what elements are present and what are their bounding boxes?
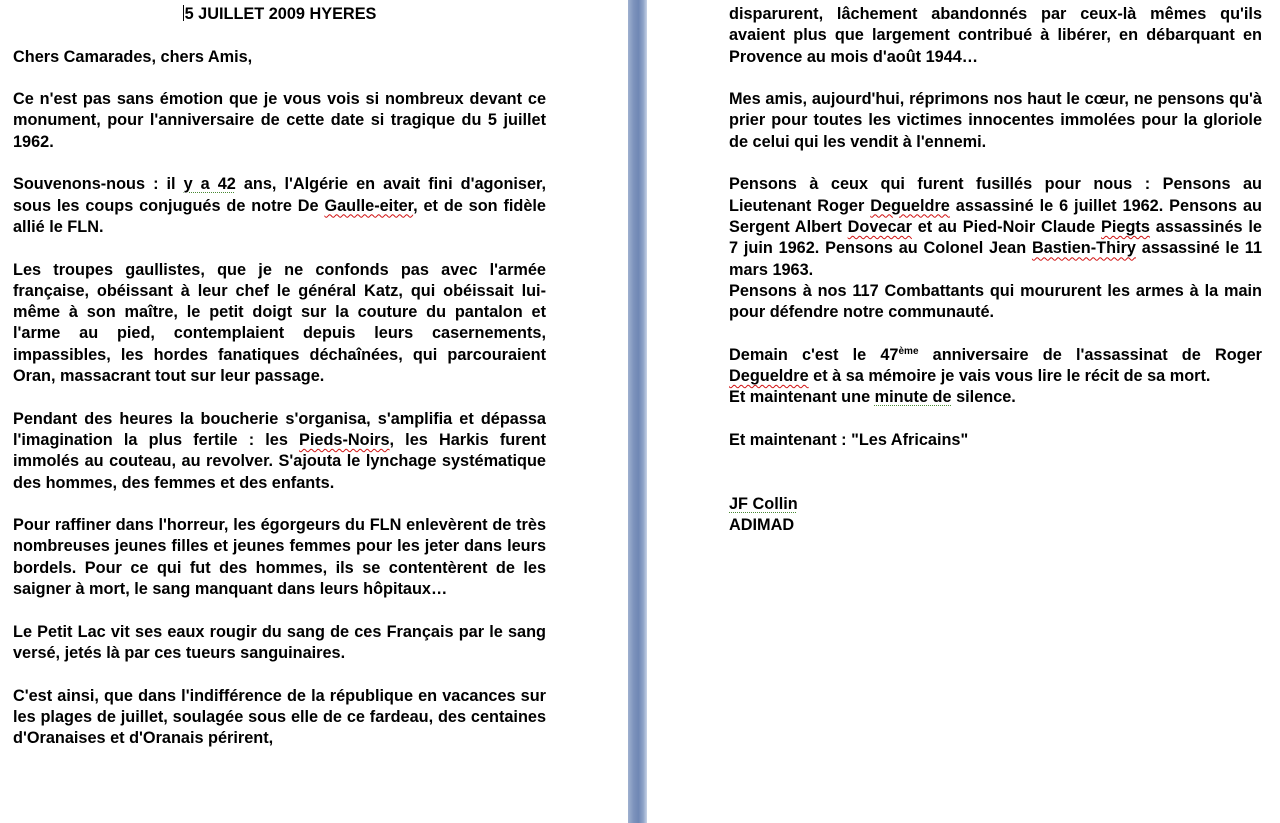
paragraph-troupes: Les troupes gaullistes, que je ne confonds pas avec l'armée française, obéissant à leur chef le général Katz, qui obéissait lui-même à son maître, le petit doigt sur la couture du pantalon et l'arme au pied, contemplaient depuis leurs casernements, impassibles, les hordes fanatiques déchaînées, qui parcouraient Oran, massacrant tout sur leur passage.	[13, 260, 546, 386]
document-title-text: 5 JUILLET 2009 HYERES	[184, 5, 377, 23]
paragraph-boucherie: Pendant des heures la boucherie s'organisa, s'amplifia et dépassa l'imagination la plus fertile : les Pieds-Noirs, les Harkis furent immolés au couteau, au revolver. S'ajouta le lynchage systématique des hommes, des femmes et des enfants.	[13, 409, 546, 492]
signature-org: ADIMAD	[729, 516, 795, 535]
spelling-flag[interactable]: Pieds-Noirs	[299, 430, 390, 449]
spelling-flag[interactable]: Gaulle-eiter	[324, 196, 414, 215]
paragraph-petit-lac: Le Petit Lac vit ses eaux rougir du sang de ces Français par le sang versé, jetés là par ces tueurs sanguinaires.	[13, 622, 546, 662]
right-text-column	[729, 4, 1262, 536]
grammar-flag[interactable]: JF Collin	[729, 494, 798, 513]
signature-name	[729, 494, 1262, 515]
spelling-flag[interactable]: Degueldre	[729, 367, 809, 386]
left-text-column	[13, 4, 546, 771]
paragraph-emotion: Ce n'est pas sans émotion que je vous vois si nombreux devant ce monument, pour l'anniversaire de cette date si tragique du 5 juillet 1962.	[13, 90, 546, 151]
page-gutter	[628, 0, 647, 823]
spacer	[729, 473, 1262, 494]
spelling-flag[interactable]: Dovecar	[847, 217, 912, 236]
paragraph-combattants: Pensons à nos 117 Combattants qui moururent les armes à la main pour défendre notre communauté.	[729, 281, 1262, 322]
paragraph-mes-amis: Mes amis, aujourd'hui, réprimons nos haut le cœur, ne pensons qu'à prier pour toutes les victimes innocentes immolées pour la gloriole de celui qui les vendit à l'ennemi.	[729, 90, 1262, 151]
signature-block	[729, 494, 1262, 537]
spelling-flag[interactable]: Bastien-Thiry	[1031, 239, 1136, 258]
right-page	[647, 0, 1280, 823]
document-title	[13, 4, 546, 25]
paragraph-minute-silence: Et maintenant une minute de silence.	[729, 388, 1016, 407]
superscript-eme: ème	[898, 345, 919, 357]
paragraph-indifference: C'est ainsi, que dans l'indifférence de la république en vacances sur les plages de juillet, soulagée sous elle de ce fardeau, des centaines d'Oranaises et d'Oranais périrent,	[13, 686, 546, 748]
paragraph-disparurent: disparurent, lâchement abandonnés par ceux-là mêmes qu'ils avaient plus que largement contribué à libérer, en débarquant en Provence au mois d'août 1944…	[729, 5, 1262, 66]
grammar-flag[interactable]: y a 42	[183, 175, 236, 194]
salutation: Chers Camarades, chers Amis,	[13, 47, 253, 66]
paragraph-les-africains: Et maintenant : "Les Africains"	[729, 430, 969, 449]
paragraph-pensons-fusilles: Pensons à ceux qui furent fusillés pour nous : Pensons au Lieutenant Roger Degueldre assassiné le 6 juillet 1962. Pensons au Sergent Albert Dovecar et au Pied-Noir Claude Piegts assassinés le 7 juin 1962. Pensons au Colonel Jean Bastien-Thiry assassiné le 11 mars 1963.	[729, 175, 1262, 279]
paragraph-horreur: Pour raffiner dans l'horreur, les égorgeurs du FLN enlevèrent de très nombreuses jeunes filles et jeunes femmes pour les jeter dans leurs bordels. Pour ce qui fut des hommes, ils se contentèrent de les saigner à mort, le sang manquant dans leurs hôpitaux…	[13, 516, 546, 599]
spelling-flag[interactable]: Degueldre	[870, 196, 950, 215]
text-cursor	[183, 5, 184, 21]
spelling-flag[interactable]: Piegts	[1101, 217, 1150, 236]
paragraph-souvenons: Souvenons-nous : il y a 42 ans, l'Algérie en avait fini d'agoniser, sous les coups conjugués de notre De Gaulle-eiter, et de son fidèle allié le FLN.	[13, 175, 546, 236]
grammar-flag[interactable]: minute de	[874, 388, 952, 407]
paragraph-demain: Demain c'est le 47ème anniversaire de l'assassinat de Roger Degueldre et à sa mémoire je vais vous lire le récit de sa mort.	[729, 345, 1263, 386]
left-page	[0, 0, 628, 823]
